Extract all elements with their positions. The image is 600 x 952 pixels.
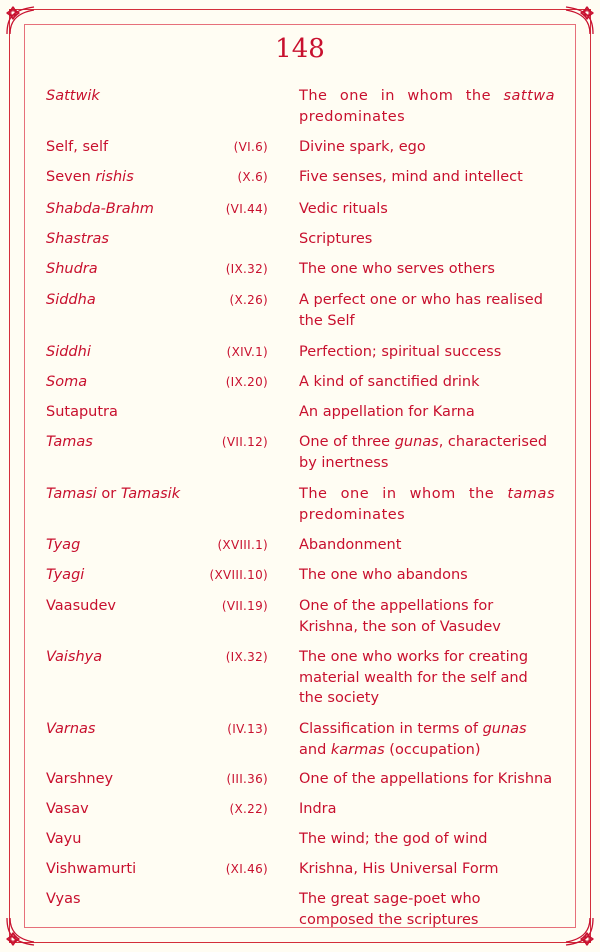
text-segment: Tamasi (46, 486, 97, 502)
text-segment: Varshney (46, 771, 114, 787)
entry-verse-reference: (XI.46) (225, 862, 268, 876)
text-segment: or (96, 486, 121, 502)
text-segment: Divine spark, ego (299, 139, 426, 155)
entry-verse-reference: (X.26) (229, 293, 268, 307)
text-segment: Abandonment (299, 537, 402, 553)
entry-definition (299, 565, 555, 586)
entry-definition (299, 432, 555, 473)
text-segment: The one in whom the (299, 486, 508, 502)
entry-verse-reference: (X.22) (229, 802, 268, 816)
entry-term (46, 372, 226, 392)
entry-term (46, 402, 226, 422)
entry-definition (299, 484, 555, 525)
entry-term (46, 432, 226, 452)
text-segment: Varnas (46, 721, 96, 737)
text-segment: Sutaputra (46, 404, 118, 420)
entry-term (46, 596, 226, 616)
entry-definition (299, 402, 555, 423)
entry-term (46, 167, 226, 187)
text-segment: (occupation) (384, 741, 481, 758)
entry-term (46, 719, 226, 739)
entry-term (46, 342, 226, 362)
text-segment: Shabda-Brahm (46, 201, 154, 217)
entry-verse-reference: (VI.44) (225, 202, 268, 216)
text-segment: Scriptures (299, 231, 373, 247)
text-segment: Tyag (46, 537, 81, 553)
text-segment: Five senses, mind and intellect (299, 169, 523, 185)
entry-term (46, 799, 226, 819)
entry-term (46, 565, 226, 585)
floral-corner-ornament-icon (562, 4, 596, 38)
entry-verse-reference: (VI.6) (233, 140, 268, 154)
entry-definition (299, 342, 555, 363)
text-segment: Tamasik (120, 486, 181, 502)
text-segment: Perfection; spiritual success (299, 344, 502, 360)
page-border-inner (24, 24, 576, 928)
entry-definition (299, 769, 555, 790)
entry-verse-reference: (XVIII.10) (209, 568, 268, 582)
text-segment: , characterised by inertness (299, 434, 548, 471)
text-segment: gunas (482, 721, 527, 737)
text-segment: The one in whom the (299, 88, 504, 104)
entry-verse-reference: (VII.19) (221, 599, 268, 613)
entry-definition (299, 859, 555, 880)
text-segment: Indra (299, 801, 337, 817)
text-segment: Vaishya (46, 649, 103, 665)
entry-definition (299, 259, 555, 280)
text-segment: Soma (46, 374, 88, 390)
entry-definition (299, 647, 555, 709)
text-segment: An appellation for Karna (299, 404, 475, 420)
entry-term (46, 259, 226, 279)
entry-verse-reference: (XVIII.1) (217, 538, 268, 552)
entry-definition (299, 229, 555, 250)
entry-term (46, 484, 226, 504)
entry-verse-reference: (XIV.1) (226, 345, 268, 359)
entry-definition (299, 799, 555, 820)
entry-definition (299, 535, 555, 556)
floral-corner-ornament-icon (4, 4, 38, 38)
text-segment: One of three (299, 434, 395, 450)
text-segment: Vasav (46, 801, 89, 817)
entry-term (46, 829, 226, 849)
text-segment: Vedic rituals (299, 201, 388, 217)
page-number: 148 (275, 34, 325, 64)
entry-definition (299, 290, 555, 331)
text-segment: Shudra (46, 261, 98, 277)
entry-verse-reference: (IX.20) (225, 375, 268, 389)
text-segment: Siddhi (46, 344, 91, 360)
text-segment: A perfect one or who has realised the Self (299, 292, 543, 329)
entry-definition (299, 829, 555, 850)
text-segment: Tamas (46, 434, 93, 450)
text-segment: Vishwamurti (46, 861, 137, 877)
entry-definition (299, 137, 555, 158)
text-segment: A kind of sanctified drink (299, 374, 480, 390)
entry-definition (299, 889, 555, 930)
text-segment: gunas (394, 434, 439, 450)
entry-term (46, 137, 226, 157)
entry-term (46, 859, 226, 879)
text-segment: Self, self (46, 139, 109, 155)
entry-term (46, 199, 226, 219)
text-segment: karmas (330, 741, 385, 758)
text-segment: Classification in terms of (299, 721, 483, 737)
text-segment: Vayu (46, 831, 82, 847)
entry-term (46, 769, 226, 789)
text-segment: The one who abandons (299, 567, 468, 583)
text-segment: Sattwik (46, 88, 100, 104)
entry-term (46, 290, 226, 310)
text-segment: One of the appellations for Krishna (299, 771, 553, 787)
entry-verse-reference: (IX.32) (225, 650, 268, 664)
entry-verse-reference: (IX.32) (225, 262, 268, 276)
entry-verse-reference: (X.6) (237, 170, 268, 184)
text-segment: Siddha (46, 292, 96, 308)
text-segment: Shastras (46, 231, 109, 247)
text-segment: Krishna, His Universal Form (299, 861, 499, 877)
entry-definition (299, 372, 555, 393)
entry-definition (299, 719, 555, 760)
text-segment: Vyas (46, 891, 81, 907)
text-segment: The wind; the god of wind (299, 831, 488, 847)
entry-term (46, 535, 226, 555)
text-segment: predominates (299, 108, 406, 125)
entry-verse-reference: (III.36) (226, 772, 268, 786)
text-segment: The one who serves others (299, 261, 495, 277)
floral-corner-ornament-icon (4, 914, 38, 948)
text-segment: rishis (95, 169, 134, 185)
text-segment: and (299, 741, 331, 758)
text-segment: Vaasudev (46, 598, 117, 614)
text-segment: predominates (299, 506, 406, 523)
text-segment: Tyagi (46, 567, 85, 583)
text-segment: The one who works for creating material wealth for the self and the society (299, 649, 529, 706)
entry-term (46, 647, 226, 667)
entry-definition (299, 596, 555, 637)
entry-verse-reference: (VII.12) (221, 435, 268, 449)
text-segment: The great sage-poet who composed the scriptures (299, 891, 481, 928)
floral-corner-ornament-icon (562, 914, 596, 948)
text-segment: One of the appellations for Krishna, the son of Vasudev (299, 598, 501, 635)
entry-definition (299, 199, 555, 220)
text-segment: sattwa (503, 88, 555, 104)
text-segment: Seven (46, 169, 96, 185)
entry-verse-reference: (IV.13) (227, 722, 268, 736)
entry-term (46, 889, 226, 909)
entry-term (46, 229, 226, 249)
text-segment: tamas (507, 486, 555, 502)
entry-term (46, 86, 226, 106)
entry-definition (299, 167, 555, 188)
entry-definition (299, 86, 555, 127)
